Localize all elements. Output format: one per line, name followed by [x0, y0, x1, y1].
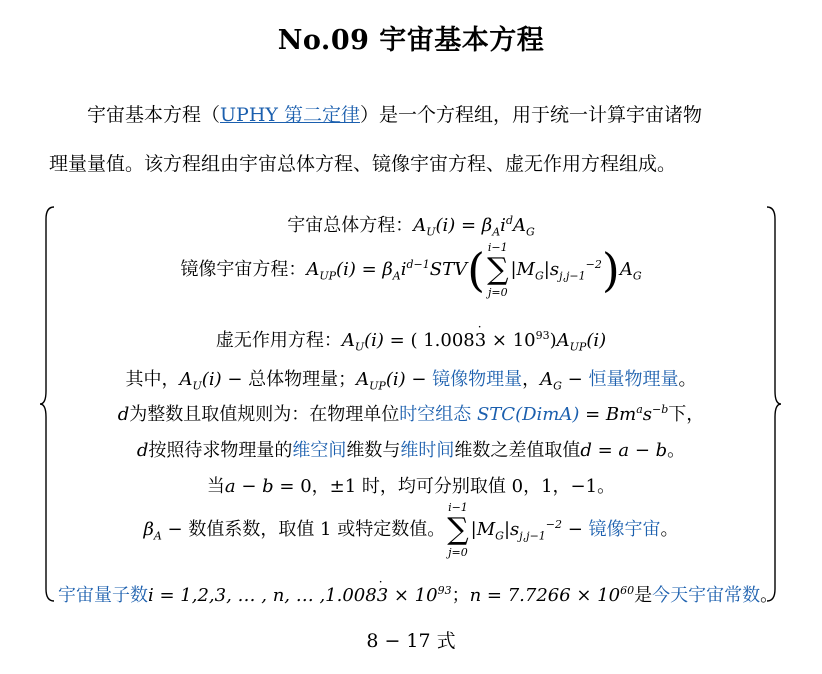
eq2-formula-left: $A_{UP}(i) = \beta_Ai^{d-1}STV$ [306, 258, 468, 283]
formula-number: 8 − 17 式 [366, 630, 456, 652]
eq3-value: ( 1.0083 · × $10^{93}$) [410, 320, 557, 351]
beta-line: $\beta_A$ − 数值系数，取值 1 或特定数值。 i−1 ∑ j=0 $|M_G|s_{j,j-1}^{-2}$ − 镜像宇宙。 [143, 501, 679, 559]
left-brace [38, 205, 58, 603]
where-lead: 其中， [125, 369, 180, 390]
page-title: No.09 宇宙基本方程 [277, 25, 545, 56]
void-action-equation [58, 320, 764, 354]
right-brace [763, 205, 783, 603]
intro-lead: 宇宙基本方程（ [87, 104, 221, 126]
mirror-quantity-link[interactable]: 镜像物理量 [432, 369, 523, 390]
dimension-time-link[interactable]: 维时间 [400, 440, 455, 461]
d-difference-line: d按照待求物理量的维空间维数与维时间维数之差值取值d = a − b。 [136, 440, 686, 461]
eq1-formula: $A_U(i) = \beta_Ai^dA_G$ [413, 214, 535, 239]
mirror-universe-equation [58, 242, 764, 298]
eq2-ag: $A_G$ [619, 259, 642, 283]
mirror-universe-link[interactable]: 镜像宇宙 [588, 519, 661, 540]
definitions-line: 其中，$A_U(i)$ − 总体物理量；$A_{UP}(i)$ − 镜像物理量，$A_G$ − 恒量物理量。 [125, 369, 697, 393]
right-paren: ) [601, 243, 620, 297]
constant-quantity-link[interactable]: 恒量物理量 [588, 369, 679, 390]
dimension-space-link[interactable]: 维空间 [292, 440, 347, 461]
cases-line: 当a − b = 0，±1 时，均可分别取值 0，1，−1。 [206, 476, 616, 497]
universe-quantum-number-link[interactable]: 宇宙量子数 [58, 585, 148, 606]
eq3-aup: $A_{UP}(i)$ [556, 330, 607, 354]
intro-rest: ）是一个方程组，用于统一计算宇宙诸物 [359, 104, 702, 126]
today-universe-constant-link[interactable]: 今天宇宙常数 [652, 585, 761, 606]
intro-paragraph-line2: 理量量值。该方程组由宇宙总体方程、镜像宇宙方程、虚无作用方程组成。 [49, 153, 677, 175]
intro-paragraph-line1 [49, 103, 779, 127]
eq3-lhs: $A_U(i)$ = [341, 330, 411, 354]
beta-summation-symbol: i−1 ∑ j=0 [447, 501, 469, 559]
universe-total-equation [58, 211, 764, 239]
d-rule-line: d为整数且取值规则为：在物理单位时空组态 STC(DimA) = $Bm^as^{-b}$下， [117, 403, 705, 425]
summation-symbol: i−1 ∑ j=0 [487, 241, 509, 299]
spacetime-config-link[interactable]: 时空组态 [399, 404, 472, 425]
eq1-label: 宇宙总体方程： [287, 215, 414, 236]
eq3-label: 虚无作用方程： [215, 330, 342, 351]
quantum-number-line: 宇宙量子数i = 1,2,3, … , n, … ,1.0083 · × $10^{93}$；$n = 7.7266 \times 10^{60}$是今天宇宙常数。 [58, 575, 779, 606]
eq2-summand: $|M_G|s_{j,j-1}^{-2}$ [510, 258, 602, 283]
eq2-label: 镜像宇宙方程： [180, 259, 307, 280]
left-paren: ( [467, 243, 486, 297]
uphy-second-law-link[interactable]: UPHY 第二定律 [220, 104, 360, 126]
